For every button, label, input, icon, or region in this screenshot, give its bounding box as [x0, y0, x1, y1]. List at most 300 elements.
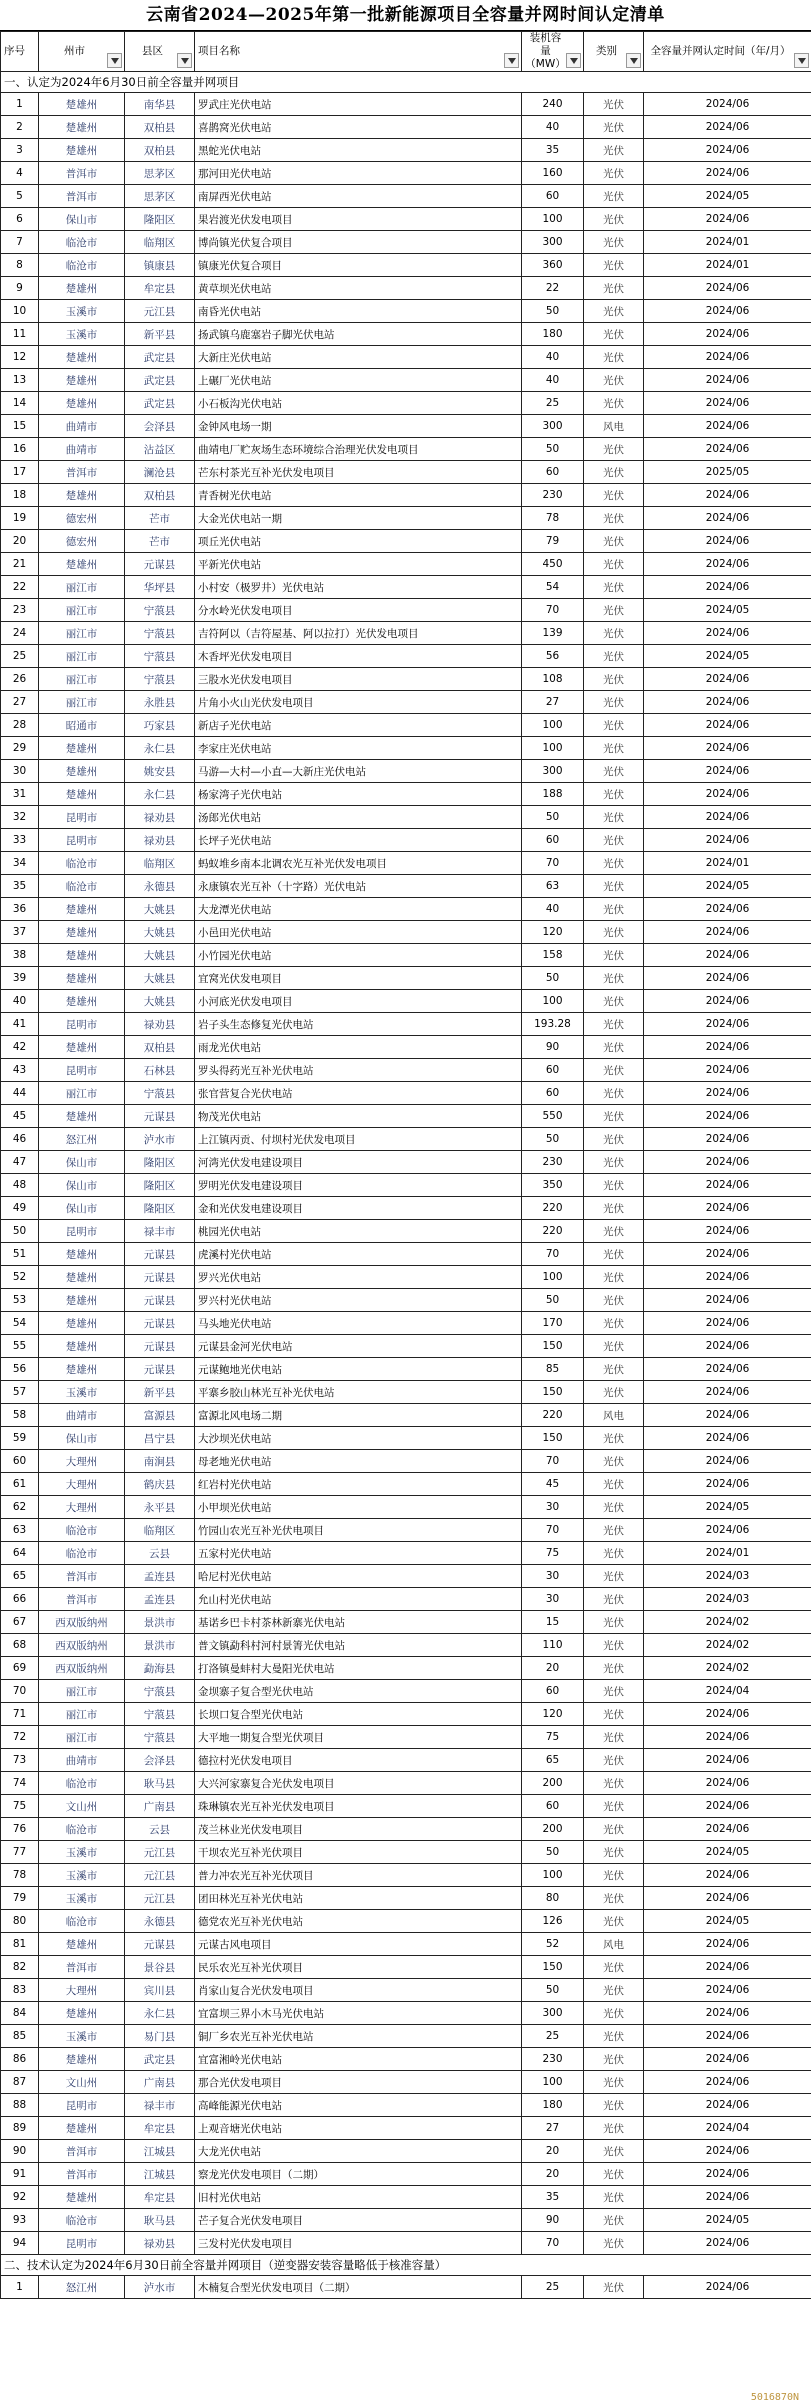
cell-category[interactable]: 光伏	[584, 1013, 644, 1036]
cell-city[interactable]: 昆明市	[39, 1013, 125, 1036]
cell-category[interactable]: 光伏	[584, 806, 644, 829]
cell-project[interactable]: 富源北风电场二期	[195, 1404, 522, 1427]
cell-county[interactable]: 鹤庆县	[125, 1473, 195, 1496]
table-row[interactable]	[1, 1634, 811, 1657]
table-row[interactable]	[1, 1128, 811, 1151]
cell-date[interactable]: 2024/06	[644, 2163, 811, 2186]
cell-category[interactable]: 光伏	[584, 2002, 644, 2025]
cell-date[interactable]: 2024/06	[644, 277, 811, 300]
cell-project[interactable]: 普力冲农光互补光伏项目	[195, 1864, 522, 1887]
cell-date[interactable]: 2024/05	[644, 1841, 811, 1864]
table-row[interactable]	[1, 1059, 811, 1082]
cell-category[interactable]: 光伏	[584, 277, 644, 300]
cell-city[interactable]: 楚雄州	[39, 1105, 125, 1128]
cell-capacity[interactable]: 20	[522, 2140, 584, 2163]
cell-category[interactable]: 光伏	[584, 2025, 644, 2048]
cell-project[interactable]: 小河底光伏发电项目	[195, 990, 522, 1013]
cell-date[interactable]: 2024/06	[644, 737, 811, 760]
cell-category[interactable]: 光伏	[584, 1979, 644, 2002]
cell-project[interactable]: 小甲坝光伏电站	[195, 1496, 522, 1519]
cell-county[interactable]: 耿马县	[125, 1772, 195, 1795]
cell-project[interactable]: 博尚镇光伏复合项目	[195, 231, 522, 254]
cell-project[interactable]: 三股水光伏发电项目	[195, 668, 522, 691]
cell-county[interactable]: 永仁县	[125, 737, 195, 760]
cell-capacity[interactable]: 300	[522, 231, 584, 254]
cell-county[interactable]: 镇康县	[125, 254, 195, 277]
cell-seq[interactable]: 34	[1, 852, 39, 875]
cell-category[interactable]: 风电	[584, 415, 644, 438]
cell-seq[interactable]: 14	[1, 392, 39, 415]
cell-capacity[interactable]: 139	[522, 622, 584, 645]
cell-city[interactable]: 临沧市	[39, 254, 125, 277]
cell-city[interactable]: 楚雄州	[39, 1036, 125, 1059]
cell-county[interactable]: 宁蒗县	[125, 668, 195, 691]
cell-city[interactable]: 普洱市	[39, 461, 125, 484]
cell-category[interactable]: 光伏	[584, 2048, 644, 2071]
cell-county[interactable]: 永德县	[125, 875, 195, 898]
cell-city[interactable]: 楚雄州	[39, 944, 125, 967]
cell-seq[interactable]: 90	[1, 2140, 39, 2163]
cell-date[interactable]: 2024/06	[644, 668, 811, 691]
cell-county[interactable]: 勐海县	[125, 1657, 195, 1680]
cell-city[interactable]: 保山市	[39, 208, 125, 231]
cell-seq[interactable]: 49	[1, 1197, 39, 1220]
cell-capacity[interactable]: 220	[522, 1197, 584, 1220]
table-row[interactable]	[1, 1404, 811, 1427]
cell-project[interactable]: 宜富湘岭光伏电站	[195, 2048, 522, 2071]
cell-county[interactable]: 会泽县	[125, 415, 195, 438]
cell-county[interactable]: 元江县	[125, 1864, 195, 1887]
cell-category[interactable]: 光伏	[584, 921, 644, 944]
cell-county[interactable]: 元谋县	[125, 1358, 195, 1381]
cell-category[interactable]: 光伏	[584, 1910, 644, 1933]
cell-city[interactable]: 普洱市	[39, 1588, 125, 1611]
filter-dropdown-icon[interactable]	[626, 53, 641, 68]
cell-seq[interactable]: 51	[1, 1243, 39, 1266]
cell-city[interactable]: 西双版纳州	[39, 1634, 125, 1657]
cell-capacity[interactable]: 50	[522, 806, 584, 829]
cell-date[interactable]: 2024/06	[644, 139, 811, 162]
cell-city[interactable]: 临沧市	[39, 231, 125, 254]
cell-date[interactable]: 2024/06	[644, 622, 811, 645]
cell-seq[interactable]: 67	[1, 1611, 39, 1634]
cell-seq[interactable]: 74	[1, 1772, 39, 1795]
cell-capacity[interactable]: 100	[522, 737, 584, 760]
cell-city[interactable]: 丽江市	[39, 576, 125, 599]
cell-county[interactable]: 武定县	[125, 392, 195, 415]
table-row[interactable]	[1, 208, 811, 231]
cell-project[interactable]: 罗头得药光互补光伏电站	[195, 1059, 522, 1082]
cell-county[interactable]: 隆阳区	[125, 1197, 195, 1220]
cell-city[interactable]: 临沧市	[39, 1772, 125, 1795]
cell-date[interactable]: 2024/06	[644, 806, 811, 829]
cell-capacity[interactable]: 60	[522, 185, 584, 208]
cell-county[interactable]: 富源县	[125, 1404, 195, 1427]
cell-seq[interactable]: 72	[1, 1726, 39, 1749]
cell-category[interactable]: 光伏	[584, 783, 644, 806]
cell-seq[interactable]: 11	[1, 323, 39, 346]
table-row[interactable]	[1, 1887, 811, 1910]
cell-seq[interactable]: 86	[1, 2048, 39, 2071]
cell-seq[interactable]: 47	[1, 1151, 39, 1174]
cell-date[interactable]: 2024/06	[644, 484, 811, 507]
cell-seq[interactable]: 5	[1, 185, 39, 208]
table-row[interactable]	[1, 139, 811, 162]
cell-seq[interactable]: 82	[1, 1956, 39, 1979]
cell-county[interactable]: 武定县	[125, 2048, 195, 2071]
cell-city[interactable]: 玉溪市	[39, 2025, 125, 2048]
cell-category[interactable]: 光伏	[584, 1818, 644, 1841]
cell-category[interactable]: 光伏	[584, 990, 644, 1013]
cell-county[interactable]: 隆阳区	[125, 1151, 195, 1174]
cell-city[interactable]: 楚雄州	[39, 277, 125, 300]
cell-city[interactable]: 玉溪市	[39, 1841, 125, 1864]
table-row[interactable]	[1, 1611, 811, 1634]
cell-category[interactable]: 光伏	[584, 967, 644, 990]
cell-seq[interactable]: 46	[1, 1128, 39, 1151]
cell-county[interactable]: 元谋县	[125, 1289, 195, 1312]
table-row[interactable]	[1, 1082, 811, 1105]
table-row[interactable]	[1, 2094, 811, 2117]
cell-category[interactable]: 风电	[584, 1404, 644, 1427]
cell-date[interactable]: 2024/06	[644, 1082, 811, 1105]
cell-county[interactable]: 永仁县	[125, 2002, 195, 2025]
cell-seq[interactable]: 6	[1, 208, 39, 231]
cell-seq[interactable]: 41	[1, 1013, 39, 1036]
cell-category[interactable]: 光伏	[584, 714, 644, 737]
cell-capacity[interactable]: 90	[522, 2209, 584, 2232]
cell-capacity[interactable]: 360	[522, 254, 584, 277]
cell-capacity[interactable]: 110	[522, 1634, 584, 1657]
table-row[interactable]	[1, 1151, 811, 1174]
cell-seq[interactable]: 89	[1, 2117, 39, 2140]
cell-county[interactable]: 元谋县	[125, 1335, 195, 1358]
cell-capacity[interactable]: 193.28	[522, 1013, 584, 1036]
cell-seq[interactable]: 71	[1, 1703, 39, 1726]
cell-project[interactable]: 小石板沟光伏电站	[195, 392, 522, 415]
cell-category[interactable]: 光伏	[584, 93, 644, 116]
cell-city[interactable]: 楚雄州	[39, 93, 125, 116]
cell-seq[interactable]: 58	[1, 1404, 39, 1427]
cell-seq[interactable]: 50	[1, 1220, 39, 1243]
cell-seq[interactable]: 52	[1, 1266, 39, 1289]
cell-project[interactable]: 扬武镇乌鹿塞岩子脚光伏电站	[195, 323, 522, 346]
cell-date[interactable]: 2024/06	[644, 507, 811, 530]
cell-date[interactable]: 2024/06	[644, 1404, 811, 1427]
cell-project[interactable]: 片角小火山光伏发电项目	[195, 691, 522, 714]
cell-category[interactable]: 光伏	[584, 300, 644, 323]
table-row[interactable]	[1, 2002, 811, 2025]
cell-seq[interactable]: 83	[1, 1979, 39, 2002]
cell-date[interactable]: 2024/06	[644, 967, 811, 990]
cell-date[interactable]: 2024/06	[644, 2071, 811, 2094]
cell-city[interactable]: 曲靖市	[39, 415, 125, 438]
cell-seq[interactable]: 64	[1, 1542, 39, 1565]
cell-project[interactable]: 新店子光伏电站	[195, 714, 522, 737]
cell-capacity[interactable]: 25	[522, 2276, 584, 2299]
cell-category[interactable]: 光伏	[584, 691, 644, 714]
cell-city[interactable]: 保山市	[39, 1174, 125, 1197]
cell-project[interactable]: 河湾光伏发电建设项目	[195, 1151, 522, 1174]
cell-seq[interactable]: 92	[1, 2186, 39, 2209]
cell-date[interactable]: 2024/06	[644, 1473, 811, 1496]
cell-county[interactable]: 姚安县	[125, 760, 195, 783]
cell-date[interactable]: 2024/06	[644, 1887, 811, 1910]
cell-county[interactable]: 江城县	[125, 2140, 195, 2163]
cell-project[interactable]: 肖家山复合光伏发电项目	[195, 1979, 522, 2002]
cell-category[interactable]: 光伏	[584, 1887, 644, 1910]
table-row[interactable]	[1, 2048, 811, 2071]
cell-project[interactable]: 李家庄光伏电站	[195, 737, 522, 760]
cell-date[interactable]: 2024/01	[644, 254, 811, 277]
cell-category[interactable]: 光伏	[584, 1243, 644, 1266]
cell-city[interactable]: 玉溪市	[39, 1887, 125, 1910]
cell-seq[interactable]: 70	[1, 1680, 39, 1703]
cell-date[interactable]: 2024/06	[644, 415, 811, 438]
cell-county[interactable]: 大姚县	[125, 967, 195, 990]
cell-seq[interactable]: 31	[1, 783, 39, 806]
cell-project[interactable]: 张官营复合光伏电站	[195, 1082, 522, 1105]
table-row[interactable]	[1, 2186, 811, 2209]
cell-category[interactable]: 光伏	[584, 829, 644, 852]
cell-date[interactable]: 2024/06	[644, 1266, 811, 1289]
cell-county[interactable]: 隆阳区	[125, 208, 195, 231]
cell-project[interactable]: 分水岭光伏发电项目	[195, 599, 522, 622]
cell-project[interactable]: 桃园光伏电站	[195, 1220, 522, 1243]
cell-date[interactable]: 2024/06	[644, 2002, 811, 2025]
cell-project[interactable]: 吉符阿以（吉符屋基、阿以拉打）光伏发电项目	[195, 622, 522, 645]
cell-seq[interactable]: 65	[1, 1565, 39, 1588]
cell-project[interactable]: 永康镇农光互补（十字路）光伏电站	[195, 875, 522, 898]
cell-category[interactable]: 光伏	[584, 2186, 644, 2209]
cell-city[interactable]: 楚雄州	[39, 783, 125, 806]
cell-date[interactable]: 2024/06	[644, 576, 811, 599]
cell-project[interactable]: 小村安（极罗井）光伏电站	[195, 576, 522, 599]
cell-city[interactable]: 丽江市	[39, 645, 125, 668]
cell-capacity[interactable]: 126	[522, 1910, 584, 1933]
cell-capacity[interactable]: 20	[522, 2163, 584, 2186]
cell-capacity[interactable]: 100	[522, 714, 584, 737]
table-row[interactable]	[1, 2209, 811, 2232]
cell-seq[interactable]: 1	[1, 2276, 39, 2299]
cell-capacity[interactable]: 60	[522, 1680, 584, 1703]
cell-seq[interactable]: 79	[1, 1887, 39, 1910]
cell-capacity[interactable]: 70	[522, 1243, 584, 1266]
cell-county[interactable]: 双柏县	[125, 116, 195, 139]
cell-city[interactable]: 保山市	[39, 1151, 125, 1174]
table-row[interactable]	[1, 645, 811, 668]
cell-category[interactable]: 光伏	[584, 576, 644, 599]
cell-project[interactable]: 三发村光伏发电项目	[195, 2232, 522, 2255]
cell-county[interactable]: 芒市	[125, 530, 195, 553]
cell-category[interactable]: 光伏	[584, 1128, 644, 1151]
cell-capacity[interactable]: 15	[522, 1611, 584, 1634]
cell-date[interactable]: 2025/05	[644, 461, 811, 484]
cell-project[interactable]: 元谋县金河光伏电站	[195, 1335, 522, 1358]
cell-project[interactable]: 南屏西光伏电站	[195, 185, 522, 208]
cell-date[interactable]: 2024/06	[644, 1036, 811, 1059]
cell-project[interactable]: 黑蛇光伏电站	[195, 139, 522, 162]
cell-capacity[interactable]: 70	[522, 852, 584, 875]
cell-capacity[interactable]: 60	[522, 1059, 584, 1082]
cell-date[interactable]: 2024/06	[644, 2048, 811, 2071]
cell-county[interactable]: 华坪县	[125, 576, 195, 599]
cell-county[interactable]: 临翔区	[125, 1519, 195, 1542]
cell-city[interactable]: 丽江市	[39, 668, 125, 691]
table-row[interactable]	[1, 1703, 811, 1726]
cell-county[interactable]: 江城县	[125, 2163, 195, 2186]
cell-category[interactable]: 光伏	[584, 1197, 644, 1220]
cell-seq[interactable]: 23	[1, 599, 39, 622]
cell-seq[interactable]: 85	[1, 2025, 39, 2048]
cell-capacity[interactable]: 200	[522, 1818, 584, 1841]
table-row[interactable]	[1, 1473, 811, 1496]
table-row[interactable]	[1, 599, 811, 622]
table-row[interactable]	[1, 461, 811, 484]
cell-capacity[interactable]: 100	[522, 2071, 584, 2094]
cell-project[interactable]: 平新光伏电站	[195, 553, 522, 576]
cell-capacity[interactable]: 60	[522, 1082, 584, 1105]
cell-project[interactable]: 普文镇勐科村河村景箐光伏电站	[195, 1634, 522, 1657]
table-row[interactable]	[1, 323, 811, 346]
cell-project[interactable]: 果岩渡光伏发电项目	[195, 208, 522, 231]
cell-project[interactable]: 黄草坝光伏电站	[195, 277, 522, 300]
cell-capacity[interactable]: 60	[522, 829, 584, 852]
cell-county[interactable]: 思茅区	[125, 185, 195, 208]
cell-county[interactable]: 石林县	[125, 1059, 195, 1082]
cell-seq[interactable]: 35	[1, 875, 39, 898]
cell-city[interactable]: 楚雄州	[39, 369, 125, 392]
cell-county[interactable]: 宁蒗县	[125, 1680, 195, 1703]
table-row[interactable]	[1, 1381, 811, 1404]
table-row[interactable]	[1, 1979, 811, 2002]
cell-date[interactable]: 2024/06	[644, 323, 811, 346]
cell-county[interactable]: 元谋县	[125, 1312, 195, 1335]
cell-county[interactable]: 景洪市	[125, 1634, 195, 1657]
cell-date[interactable]: 2024/05	[644, 2209, 811, 2232]
table-row[interactable]	[1, 1266, 811, 1289]
header-city[interactable]: 州市	[39, 32, 125, 72]
cell-capacity[interactable]: 30	[522, 1496, 584, 1519]
cell-project[interactable]: 宜窝光伏发电项目	[195, 967, 522, 990]
cell-county[interactable]: 会泽县	[125, 1749, 195, 1772]
cell-date[interactable]: 2024/03	[644, 1565, 811, 1588]
cell-category[interactable]: 光伏	[584, 760, 644, 783]
cell-city[interactable]: 玉溪市	[39, 1381, 125, 1404]
cell-category[interactable]: 光伏	[584, 1657, 644, 1680]
cell-project[interactable]: 罗明光伏发电建设项目	[195, 1174, 522, 1197]
cell-capacity[interactable]: 35	[522, 139, 584, 162]
cell-seq[interactable]: 33	[1, 829, 39, 852]
table-row[interactable]	[1, 1795, 811, 1818]
cell-county[interactable]: 景洪市	[125, 1611, 195, 1634]
cell-date[interactable]: 2024/06	[644, 208, 811, 231]
table-row[interactable]	[1, 1197, 811, 1220]
cell-capacity[interactable]: 108	[522, 668, 584, 691]
cell-capacity[interactable]: 27	[522, 691, 584, 714]
cell-seq[interactable]: 80	[1, 1910, 39, 1933]
cell-county[interactable]: 昌宁县	[125, 1427, 195, 1450]
cell-date[interactable]: 2024/06	[644, 438, 811, 461]
table-row[interactable]	[1, 438, 811, 461]
table-row[interactable]	[1, 990, 811, 1013]
cell-seq[interactable]: 81	[1, 1933, 39, 1956]
cell-date[interactable]: 2024/05	[644, 875, 811, 898]
cell-city[interactable]: 普洱市	[39, 1565, 125, 1588]
cell-capacity[interactable]: 300	[522, 2002, 584, 2025]
cell-capacity[interactable]: 100	[522, 990, 584, 1013]
cell-project[interactable]: 那河田光伏电站	[195, 162, 522, 185]
table-row[interactable]	[1, 277, 811, 300]
cell-category[interactable]: 光伏	[584, 116, 644, 139]
cell-category[interactable]: 光伏	[584, 944, 644, 967]
cell-capacity[interactable]: 78	[522, 507, 584, 530]
cell-date[interactable]: 2024/01	[644, 1542, 811, 1565]
cell-date[interactable]: 2024/04	[644, 1680, 811, 1703]
cell-project[interactable]: 那合光伏发电项目	[195, 2071, 522, 2094]
cell-city[interactable]: 楚雄州	[39, 898, 125, 921]
cell-capacity[interactable]: 60	[522, 461, 584, 484]
cell-capacity[interactable]: 56	[522, 645, 584, 668]
cell-project[interactable]: 大平地一期复合型光伏项目	[195, 1726, 522, 1749]
cell-county[interactable]: 双柏县	[125, 1036, 195, 1059]
cell-county[interactable]: 武定县	[125, 346, 195, 369]
cell-project[interactable]: 长坪子光伏电站	[195, 829, 522, 852]
table-row[interactable]	[1, 1243, 811, 1266]
table-row[interactable]	[1, 1864, 811, 1887]
cell-county[interactable]: 牟定县	[125, 277, 195, 300]
table-row[interactable]	[1, 714, 811, 737]
cell-capacity[interactable]: 70	[522, 1450, 584, 1473]
cell-project[interactable]: 虎溪村光伏电站	[195, 1243, 522, 1266]
cell-date[interactable]: 2024/06	[644, 1519, 811, 1542]
cell-date[interactable]: 2024/06	[644, 1243, 811, 1266]
cell-city[interactable]: 曲靖市	[39, 1749, 125, 1772]
cell-category[interactable]: 光伏	[584, 852, 644, 875]
cell-category[interactable]: 光伏	[584, 438, 644, 461]
table-row[interactable]	[1, 1588, 811, 1611]
table-row[interactable]	[1, 1312, 811, 1335]
cell-capacity[interactable]: 180	[522, 323, 584, 346]
cell-category[interactable]: 光伏	[584, 1358, 644, 1381]
cell-capacity[interactable]: 75	[522, 1726, 584, 1749]
filter-dropdown-icon[interactable]	[566, 53, 581, 68]
cell-seq[interactable]: 57	[1, 1381, 39, 1404]
cell-capacity[interactable]: 65	[522, 1749, 584, 1772]
cell-capacity[interactable]: 30	[522, 1588, 584, 1611]
cell-city[interactable]: 临沧市	[39, 1818, 125, 1841]
cell-city[interactable]: 楚雄州	[39, 2048, 125, 2071]
cell-date[interactable]: 2024/06	[644, 1335, 811, 1358]
cell-capacity[interactable]: 300	[522, 760, 584, 783]
table-row[interactable]	[1, 1335, 811, 1358]
cell-date[interactable]: 2024/06	[644, 1059, 811, 1082]
cell-capacity[interactable]: 180	[522, 2094, 584, 2117]
cell-project[interactable]: 民乐农光互补光伏项目	[195, 1956, 522, 1979]
cell-capacity[interactable]: 240	[522, 93, 584, 116]
cell-project[interactable]: 上观音塘光伏电站	[195, 2117, 522, 2140]
cell-city[interactable]: 临沧市	[39, 1519, 125, 1542]
cell-seq[interactable]: 17	[1, 461, 39, 484]
cell-city[interactable]: 曲靖市	[39, 438, 125, 461]
filter-dropdown-icon[interactable]	[794, 53, 809, 68]
cell-project[interactable]: 大沙坝光伏电站	[195, 1427, 522, 1450]
cell-county[interactable]: 云县	[125, 1818, 195, 1841]
cell-date[interactable]: 2024/06	[644, 1933, 811, 1956]
cell-county[interactable]: 大姚县	[125, 921, 195, 944]
cell-seq[interactable]: 26	[1, 668, 39, 691]
cell-project[interactable]: 金和光伏发电建设项目	[195, 1197, 522, 1220]
